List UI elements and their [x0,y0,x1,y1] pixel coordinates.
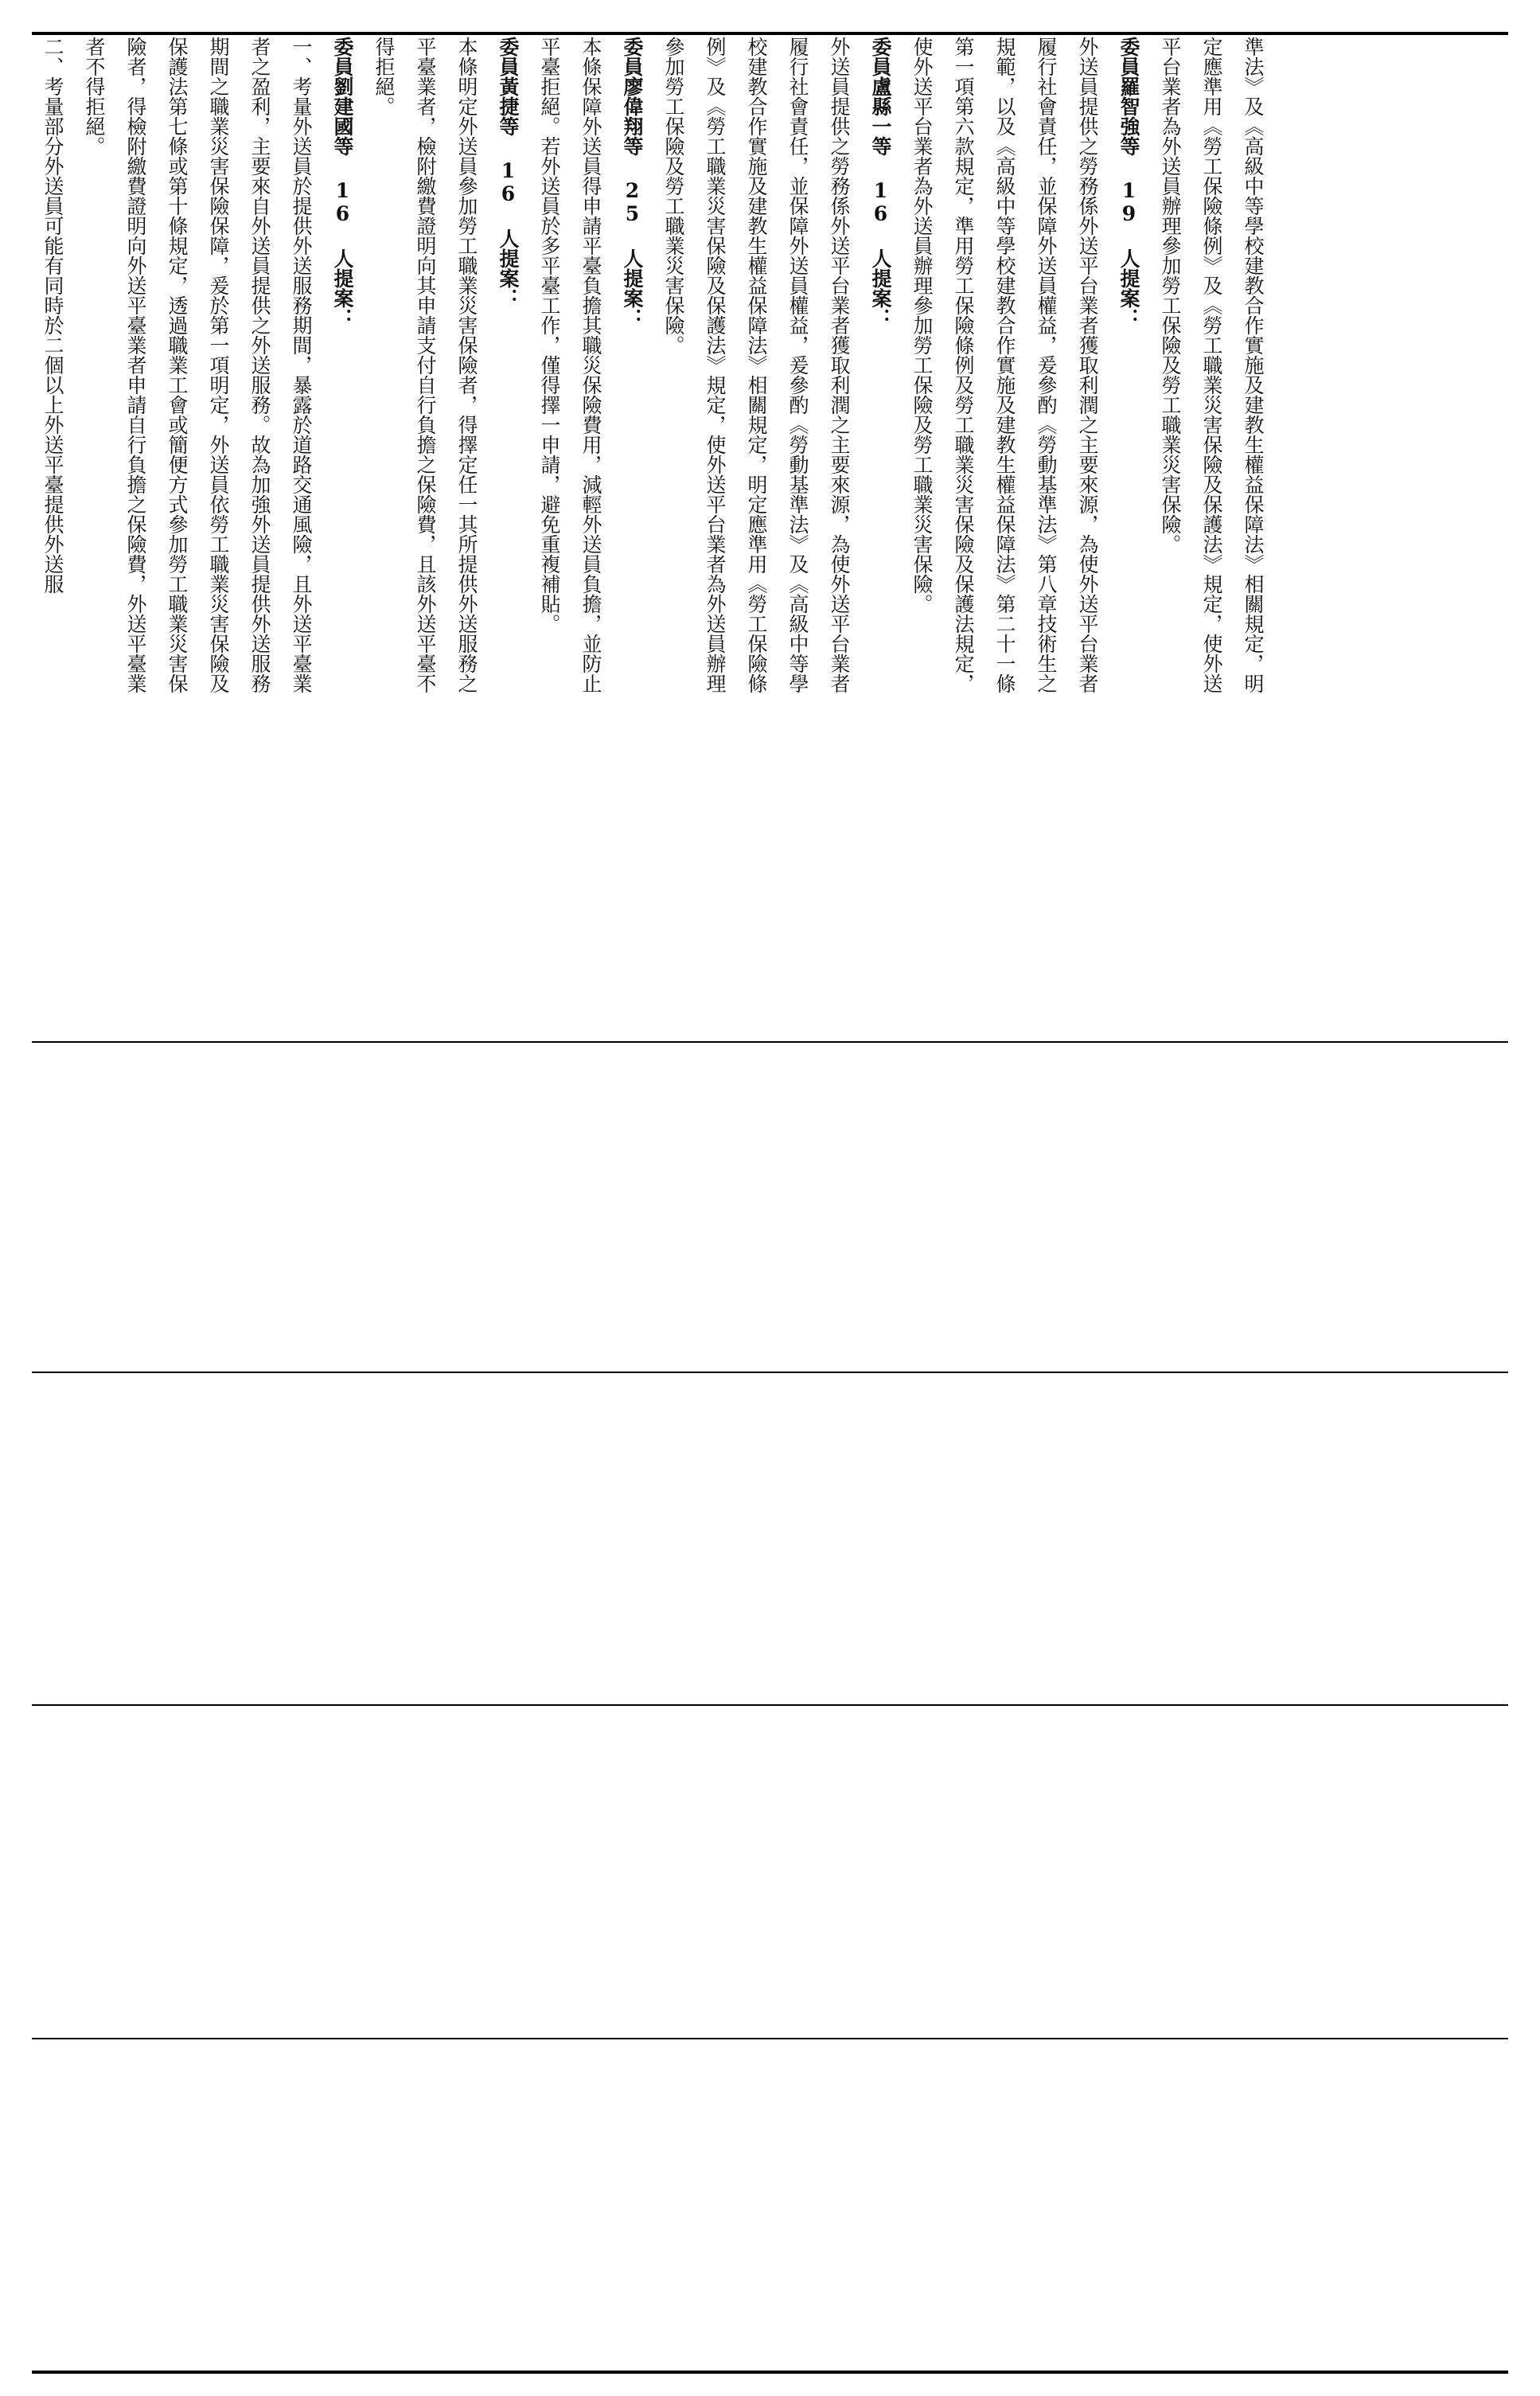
table-row-divider [32,1372,1508,1373]
table-row-divider [32,2038,1508,2039]
proposal-heading: 委員羅智強等 19 人提案： [1117,37,1140,328]
paragraph: 準法》及《高級中等學校建教合作實施及建教生權益保障法》相關規定，明定應準用《勞工保險條例》及《勞工職業災害保險及保護法》規定，使外送平台業者為外送員辦理參加勞工保險及勞工職業災害保險。 [1159,37,1265,693]
proposal-heading: 委員盧縣一等 16 人提案： [869,37,892,328]
explanation-cell [32,37,1508,699]
proposal-heading: 委員黃捷等 16 人提案： [497,37,520,308]
paragraph: 本條明定外送員參加勞工職業災害保險者，得擇定任一其所提供外送服務之平臺業者，檢附繳費證明向其申請支付自行負擔之保險費，且該外送平臺不得拒絕。 [372,37,478,693]
paragraph: 一、考量外送員於提供外送服務期間，暴露於道路交通風險，且外送平臺業者之盈利，主要來自外送員提供之外送服務。故為加強外送員提供外送服務期間之職業災害保險保障，爰於第一項明定，外送員依勞工職業災害保險及保護法第七條或第十條規定，透過職業工會或簡便方式參加勞工職業災害保險者，得檢附繳費證明向外送平臺業者申請自行負擔之保險費，外送平臺業者不得拒絕。 [83,37,313,693]
explanation-text [32,37,1285,699]
table-row-divider [32,1041,1508,1043]
table-bottom-border [32,2371,1508,2374]
paragraph: 本條保障外送員得申請平臺負擔其職災保險費用，減輕外送員負擔，並防止平臺拒絕。若外送員於多平臺工作，僅得擇一申請，避免重複補貼。 [538,37,602,693]
paragraph: 二、考量部分外送員可能有同時於二個以上外送平臺提供外送服 [41,37,64,594]
table-row-divider [32,1704,1508,1706]
proposal-heading: 委員廖偉翔等 25 人提案： [621,37,644,328]
table-top-border [32,32,1508,35]
paragraph: 外送員提供之勞務係外送平台業者獲取利潤之主要來源，為使外送平台業者履行社會責任，並保障外送員權益，爰參酌《勞動基準法》及《高級中等學校建教合作實施及建教生權益保障法》相關規定，明定應準用《勞工保險條例》及《勞工職業災害保險及保護法》規定，使外送平台業者為外送員辦理參加勞工保險及勞工職業災害保險。 [662,37,851,693]
proposal-heading: 委員劉建國等 16 人提案： [331,37,354,328]
paragraph: 外送員提供之勞務係外送平台業者獲取利潤之主要來源，為使外送平台業者履行社會責任，並保障外送員權益，爰參酌《勞動基準法》第八章技術生之規範，以及《高級中等學校建教合作實施及建教生權益保障法》第二十一條第一項第六款規定，準用勞工保險條例及勞工職業災害保險及保護法規定，使外送平台業者為外送員辦理參加勞工保險及勞工職業災害保險。 [910,37,1099,693]
